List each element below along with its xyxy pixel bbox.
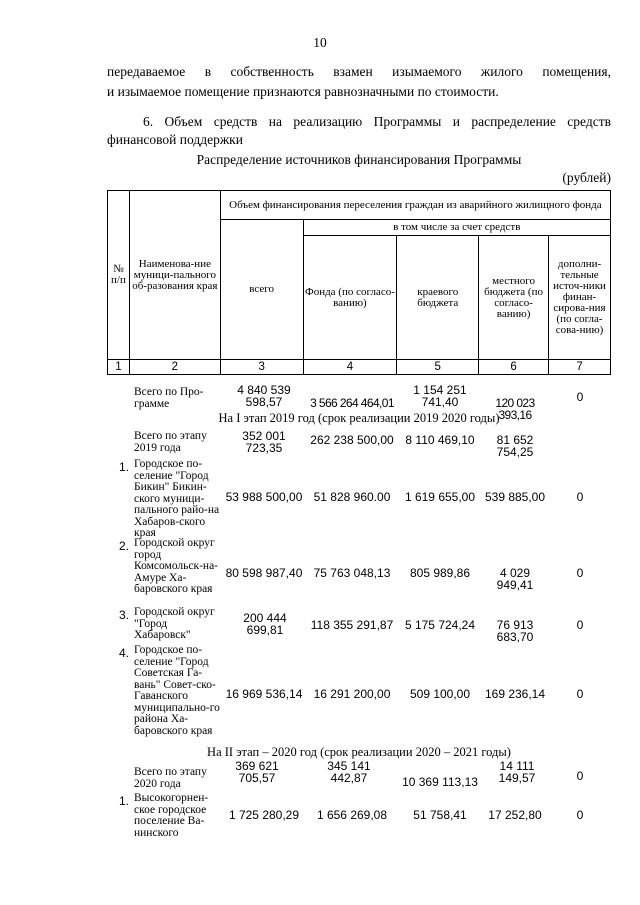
header-including: в том числе за счет средств bbox=[303, 220, 610, 236]
stage2-row-1 bbox=[107, 793, 611, 841]
row-name: Городское по-селение "Город Бикин" Бикин-ского муници-пального райо-на Хабаров-ского края bbox=[134, 458, 220, 539]
section-heading-line-1: 6. Объем средств на реализацию Программы и распределение средств bbox=[143, 114, 611, 129]
header-name: Наименова-ние муници-пального об-разования края bbox=[129, 191, 220, 360]
row-fund: 16 291 200,00 bbox=[313, 687, 391, 701]
row-num: 2. bbox=[118, 539, 129, 553]
row-name: Всего по этапу 2019 года bbox=[134, 430, 207, 454]
row-total: 1 725 280,29 bbox=[228, 808, 300, 822]
header-fund: Фонда (по согласо-ванию) bbox=[303, 236, 397, 360]
row-regional: 1 154 251 741,40 bbox=[413, 383, 467, 409]
header-num: № п/п bbox=[108, 191, 130, 360]
col-number-6: 6 bbox=[479, 360, 549, 375]
row-other: 0 bbox=[576, 618, 584, 632]
col-number-4: 4 bbox=[303, 360, 397, 375]
row-total: 80 598 987,40 bbox=[225, 566, 303, 580]
row-other: 0 bbox=[576, 769, 584, 783]
row-regional: 51 758,41 bbox=[413, 808, 467, 822]
row-name: Городской округ "Город Хабаровск" bbox=[134, 606, 215, 641]
row-local: 14 111 149,57 bbox=[498, 759, 536, 785]
row-name: Всего по Про-грамме bbox=[134, 386, 204, 410]
row-name: Городское по-селение "Город Советская Га-вань" Совет-ско-Гаванского муниципально-го района Ха-баровского края bbox=[134, 644, 220, 737]
row-local: 81 652 754,25 bbox=[496, 433, 534, 459]
row-other: 0 bbox=[576, 687, 584, 701]
row-other: 0 bbox=[576, 390, 584, 404]
row-total: 4 840 539 598,57 bbox=[237, 383, 291, 409]
row-regional: 509 100,00 bbox=[409, 687, 471, 701]
stage1-total-row bbox=[107, 429, 611, 459]
row-other: 0 bbox=[576, 490, 584, 504]
row-regional: 1 619 655,00 bbox=[404, 490, 476, 504]
row-fund: 51 828 960.00 bbox=[313, 490, 391, 504]
stage1-row-2 bbox=[107, 538, 611, 606]
row-total: 200 444 699,81 bbox=[243, 611, 287, 637]
row-local: 17 252,80 bbox=[488, 808, 542, 822]
section-heading-line-2: финансовой поддержки bbox=[107, 132, 243, 147]
row-local: 4 029 949,41 bbox=[496, 566, 534, 592]
row-name: Всего по этапу 2020 года bbox=[134, 766, 207, 790]
col-number-3: 3 bbox=[220, 360, 303, 375]
header-volume: Объем финансирования переселения граждан из аварийного жилищного фонда bbox=[220, 191, 610, 220]
row-name: Высокогорнен-ское городское поселение Ва-нинского bbox=[134, 792, 209, 839]
row-local: 120 023 393,16 bbox=[495, 396, 535, 422]
row-total: 369 621 705,57 bbox=[235, 759, 279, 785]
row-fund: 345 141 442,87 bbox=[327, 759, 371, 785]
table-title: Распределение источников финансирования Программы bbox=[196, 152, 522, 167]
row-regional: 10 369 113,13 bbox=[402, 775, 478, 789]
row-fund: 75 763 048,13 bbox=[313, 566, 391, 580]
row-fund: 3 566 264 464,01 bbox=[310, 396, 394, 410]
row-regional: 8 110 469,10 bbox=[405, 433, 475, 447]
header-total: всего bbox=[220, 220, 303, 360]
header-local: местного бюджета (по согласо-ванию) bbox=[479, 236, 549, 360]
row-other: 0 bbox=[576, 808, 584, 822]
financing-table-header bbox=[107, 190, 611, 375]
col-number-1: 1 bbox=[108, 360, 130, 375]
col-number-2: 2 bbox=[129, 360, 220, 375]
page-number: 10 bbox=[313, 35, 327, 50]
header-regional: краевого бюджета bbox=[397, 236, 479, 360]
row-num: 1. bbox=[118, 794, 129, 808]
row-total: 352 001 723,35 bbox=[242, 429, 286, 455]
stage1-row-1 bbox=[107, 459, 611, 539]
row-fund: 262 238 500,00 bbox=[310, 433, 394, 447]
row-total: 53 988 500,00 bbox=[225, 490, 303, 504]
row-regional: 5 175 724,24 bbox=[404, 618, 476, 632]
stage2-title: На II этап – 2020 год (срок реализации 2020 – 2021 годы) bbox=[207, 745, 511, 759]
stage1-row-3 bbox=[107, 607, 611, 645]
row-fund: 118 355 291,87 bbox=[310, 618, 394, 632]
stage2-total-row bbox=[107, 760, 611, 790]
col-number-7: 7 bbox=[549, 360, 611, 375]
row-total: 16 969 536,14 bbox=[225, 687, 303, 701]
row-local: 169 236,14 bbox=[484, 687, 546, 701]
col-number-5: 5 bbox=[397, 360, 479, 375]
stage1-title: На I этап 2019 год (срок реализации 2019 2020 годы) bbox=[218, 411, 500, 425]
intro-line-1: передаваемое в собственность взамен изымаемого жилого помещения, bbox=[107, 64, 611, 79]
stage1-row-4 bbox=[107, 645, 611, 745]
row-fund: 1 656 269,08 bbox=[316, 808, 388, 822]
units-label: (рублей) bbox=[562, 170, 611, 185]
row-num: 3. bbox=[118, 608, 129, 622]
header-other: дополни-тельные источ-ники финан-сирова-ния (по согла-сова-нию) bbox=[549, 236, 611, 360]
row-regional: 805 989,86 bbox=[409, 566, 471, 580]
row-num: 4. bbox=[118, 646, 129, 660]
row-name: Городской округ город Комсомольск-на-Амуре Ха-баровского края bbox=[134, 537, 219, 595]
row-num: 1. bbox=[118, 460, 129, 474]
row-other: 0 bbox=[576, 566, 584, 580]
row-local: 539 885,00 bbox=[484, 490, 546, 504]
row-local: 76 913 683,70 bbox=[496, 618, 534, 644]
intro-line-2: и изымаемое помещение признаются равнозначными по стоимости. bbox=[107, 84, 499, 99]
